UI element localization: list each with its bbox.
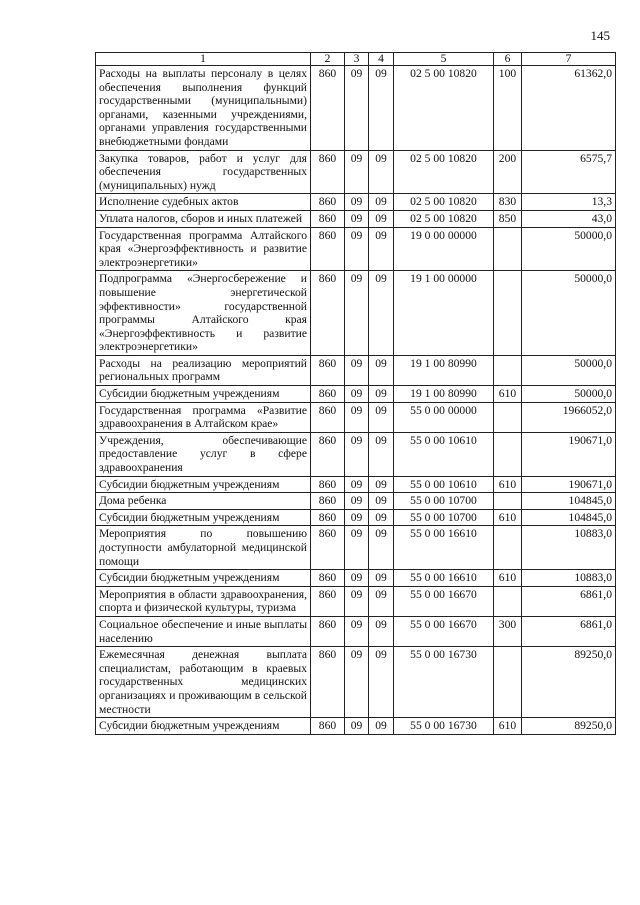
row-name: Учреждения, обеспечивающие предоставление услуг в сфере здравоохранения	[96, 432, 311, 476]
row-subsection: 09	[369, 647, 394, 718]
row-article: 55 0 00 16610	[394, 526, 494, 570]
row-article: 55 0 00 00000	[394, 402, 494, 432]
header-col-3: 3	[345, 53, 369, 66]
row-section: 09	[345, 718, 369, 735]
table-row	[96, 227, 616, 271]
row-expense-type: 610	[494, 509, 522, 526]
row-expense-type: 850	[494, 210, 522, 227]
row-section: 09	[345, 210, 369, 227]
table-row	[96, 150, 616, 194]
row-section: 09	[345, 647, 369, 718]
table-row	[96, 718, 616, 735]
row-subsection: 09	[369, 718, 394, 735]
row-code: 860	[311, 386, 345, 403]
row-section: 09	[345, 570, 369, 587]
row-expense-type: 610	[494, 476, 522, 493]
row-expense-type: 610	[494, 718, 522, 735]
row-article: 55 0 00 16670	[394, 586, 494, 616]
row-article: 02 5 00 10820	[394, 194, 494, 211]
header-col-1: 1	[96, 53, 311, 66]
row-name: Мероприятия в области здравоохранения, спорта и физической культуры, туризма	[96, 586, 311, 616]
row-expense-type	[494, 227, 522, 271]
row-article: 02 5 00 10820	[394, 210, 494, 227]
row-name: Расходы на реализацию мероприятий региональных программ	[96, 355, 311, 385]
row-subsection: 09	[369, 402, 394, 432]
row-amount: 6861,0	[522, 616, 616, 646]
row-expense-type: 100	[494, 66, 522, 151]
row-section: 09	[345, 150, 369, 194]
row-subsection: 09	[369, 526, 394, 570]
row-subsection: 09	[369, 386, 394, 403]
table-row	[96, 586, 616, 616]
row-expense-type	[494, 271, 522, 356]
row-amount: 50000,0	[522, 227, 616, 271]
row-name: Расходы на выплаты персоналу в целях обеспечения выполнения функций государственными (муниципальными) органами, казенными учреждениями, органами управления государственными внебюджетными фондами	[96, 66, 311, 151]
row-expense-type: 200	[494, 150, 522, 194]
row-article: 55 0 00 10610	[394, 476, 494, 493]
header-col-2: 2	[311, 53, 345, 66]
row-article: 55 0 00 10700	[394, 493, 494, 510]
table-row	[96, 210, 616, 227]
row-amount: 6575,7	[522, 150, 616, 194]
table-row	[96, 194, 616, 211]
row-expense-type: 830	[494, 194, 522, 211]
row-code: 860	[311, 194, 345, 211]
row-article: 19 1 00 00000	[394, 271, 494, 356]
row-name: Уплата налогов, сборов и иных платежей	[96, 210, 311, 227]
row-code: 860	[311, 616, 345, 646]
row-subsection: 09	[369, 432, 394, 476]
row-amount: 6861,0	[522, 586, 616, 616]
row-expense-type	[494, 586, 522, 616]
row-name: Субсидии бюджетным учреждениям	[96, 718, 311, 735]
header-col-6: 6	[494, 53, 522, 66]
row-expense-type	[494, 647, 522, 718]
row-expense-type: 610	[494, 386, 522, 403]
row-name: Дома ребенка	[96, 493, 311, 510]
row-article: 19 0 00 00000	[394, 227, 494, 271]
row-name: Ежемесячная денежная выплата специалистам, работающим в краевых государственных медицинских организациях и проживающим в сельской местности	[96, 647, 311, 718]
row-name: Государственная программа «Развитие здравоохранения в Алтайском крае»	[96, 402, 311, 432]
row-section: 09	[345, 66, 369, 151]
table-row	[96, 476, 616, 493]
row-section: 09	[345, 386, 369, 403]
row-subsection: 09	[369, 509, 394, 526]
row-section: 09	[345, 402, 369, 432]
row-subsection: 09	[369, 355, 394, 385]
row-amount: 43,0	[522, 210, 616, 227]
row-name: Закупка товаров, работ и услуг для обеспечения государственных (муниципальных) нужд	[96, 150, 311, 194]
row-code: 860	[311, 526, 345, 570]
row-code: 860	[311, 210, 345, 227]
row-code: 860	[311, 718, 345, 735]
row-name: Государственная программа Алтайского края «Энергоэффективность и развитие электроэнергетики»	[96, 227, 311, 271]
row-expense-type	[494, 355, 522, 385]
row-article: 55 0 00 16670	[394, 616, 494, 646]
row-code: 860	[311, 150, 345, 194]
budget-table	[95, 52, 616, 735]
row-amount: 89250,0	[522, 718, 616, 735]
row-amount: 190671,0	[522, 432, 616, 476]
row-article: 55 0 00 16730	[394, 718, 494, 735]
row-section: 09	[345, 227, 369, 271]
table-row	[96, 355, 616, 385]
header-col-7: 7	[522, 53, 616, 66]
row-expense-type	[494, 526, 522, 570]
table-row	[96, 570, 616, 587]
table-row	[96, 509, 616, 526]
row-subsection: 09	[369, 227, 394, 271]
row-amount: 190671,0	[522, 476, 616, 493]
row-article: 02 5 00 10820	[394, 150, 494, 194]
table-row	[96, 271, 616, 356]
row-name: Социальное обеспечение и иные выплаты населению	[96, 616, 311, 646]
row-code: 860	[311, 271, 345, 356]
row-expense-type: 300	[494, 616, 522, 646]
row-amount: 61362,0	[522, 66, 616, 151]
header-col-5: 5	[394, 53, 494, 66]
row-amount: 104845,0	[522, 493, 616, 510]
row-code: 860	[311, 509, 345, 526]
table-row	[96, 66, 616, 151]
header-col-4: 4	[369, 53, 394, 66]
row-article: 55 0 00 16730	[394, 647, 494, 718]
row-section: 09	[345, 476, 369, 493]
row-subsection: 09	[369, 570, 394, 587]
table-row	[96, 386, 616, 403]
row-section: 09	[345, 355, 369, 385]
row-name: Субсидии бюджетным учреждениям	[96, 386, 311, 403]
row-name: Подпрограмма «Энергосбережение и повышение энергетической эффективности» государственной программы Алтайского края «Энергоэффективность и развитие электроэнергетики»	[96, 271, 311, 356]
row-subsection: 09	[369, 493, 394, 510]
row-article: 55 0 00 10700	[394, 509, 494, 526]
row-subsection: 09	[369, 210, 394, 227]
row-code: 860	[311, 493, 345, 510]
row-name: Субсидии бюджетным учреждениям	[96, 570, 311, 587]
row-amount: 1966052,0	[522, 402, 616, 432]
row-section: 09	[345, 432, 369, 476]
table-row	[96, 402, 616, 432]
row-amount: 13,3	[522, 194, 616, 211]
row-code: 860	[311, 647, 345, 718]
row-code: 860	[311, 66, 345, 151]
table-row	[96, 647, 616, 718]
row-subsection: 09	[369, 150, 394, 194]
row-section: 09	[345, 194, 369, 211]
row-amount: 89250,0	[522, 647, 616, 718]
row-code: 860	[311, 227, 345, 271]
row-section: 09	[345, 271, 369, 356]
row-amount: 10883,0	[522, 526, 616, 570]
row-amount: 50000,0	[522, 386, 616, 403]
row-name: Исполнение судебных актов	[96, 194, 311, 211]
row-subsection: 09	[369, 194, 394, 211]
row-subsection: 09	[369, 616, 394, 646]
row-expense-type	[494, 493, 522, 510]
row-article: 55 0 00 16610	[394, 570, 494, 587]
row-name: Субсидии бюджетным учреждениям	[96, 509, 311, 526]
row-subsection: 09	[369, 476, 394, 493]
row-section: 09	[345, 586, 369, 616]
row-code: 860	[311, 432, 345, 476]
row-expense-type	[494, 402, 522, 432]
row-subsection: 09	[369, 66, 394, 151]
row-amount: 10883,0	[522, 570, 616, 587]
table-header-row	[96, 53, 616, 66]
row-name: Субсидии бюджетным учреждениям	[96, 476, 311, 493]
row-section: 09	[345, 509, 369, 526]
row-article: 55 0 00 10610	[394, 432, 494, 476]
row-amount: 104845,0	[522, 509, 616, 526]
row-amount: 50000,0	[522, 271, 616, 356]
row-code: 860	[311, 570, 345, 587]
row-section: 09	[345, 493, 369, 510]
row-section: 09	[345, 616, 369, 646]
page-number: 145	[590, 28, 610, 43]
row-expense-type: 610	[494, 570, 522, 587]
row-subsection: 09	[369, 586, 394, 616]
row-amount: 50000,0	[522, 355, 616, 385]
table-row	[96, 493, 616, 510]
row-article: 02 5 00 10820	[394, 66, 494, 151]
row-section: 09	[345, 526, 369, 570]
table-row	[96, 432, 616, 476]
row-article: 19 1 00 80990	[394, 355, 494, 385]
row-code: 860	[311, 402, 345, 432]
row-article: 19 1 00 80990	[394, 386, 494, 403]
row-expense-type	[494, 432, 522, 476]
row-code: 860	[311, 476, 345, 493]
row-name: Мероприятия по повышению доступности амбулаторной медицинской помощи	[96, 526, 311, 570]
row-code: 860	[311, 586, 345, 616]
table-row	[96, 526, 616, 570]
row-code: 860	[311, 355, 345, 385]
row-subsection: 09	[369, 271, 394, 356]
table-row	[96, 616, 616, 646]
